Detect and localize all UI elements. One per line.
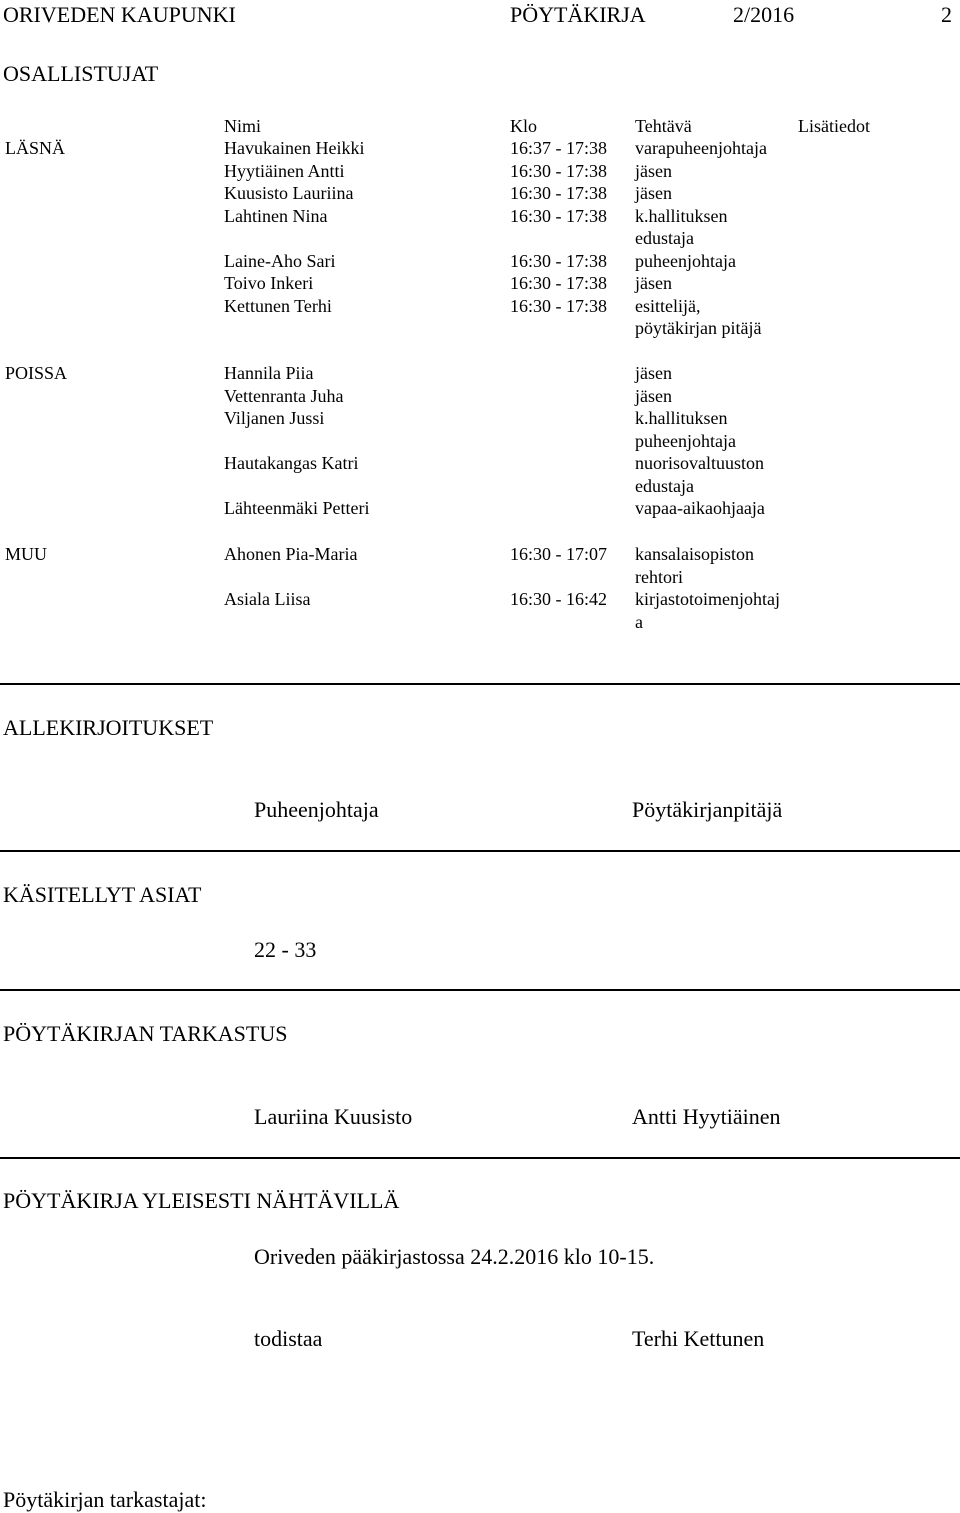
divider — [0, 683, 960, 685]
items-title: KÄSITELLYT ASIAT — [3, 882, 202, 907]
participant-role: jäsen — [635, 363, 672, 383]
document-type: PÖYTÄKIRJA — [510, 2, 646, 27]
participants-title: OSALLISTUJAT — [3, 61, 159, 86]
participant-role: k.hallituksen — [635, 408, 728, 428]
participant-role: puheenjohtaja — [635, 250, 736, 271]
attest-name: Terhi Kettunen — [632, 1326, 765, 1351]
participant-name: Hautakangas Katri — [224, 453, 359, 473]
participant-role: jäsen — [635, 385, 672, 406]
participant-role: varapuheenjohtaja — [635, 138, 767, 158]
review-title: PÖYTÄKIRJAN TARKASTUS — [3, 1021, 288, 1046]
participant-time: 16:30 - 17:07 — [510, 544, 607, 564]
attest-label: todistaa — [254, 1326, 323, 1351]
document-number: 2/2016 — [733, 2, 795, 27]
chairperson-label: Puheenjohtaja — [254, 797, 379, 822]
participant-name: Toivo Inkeri — [224, 273, 314, 293]
participant-role: esittelijä, — [635, 295, 701, 316]
group-label: LÄSNÄ — [5, 138, 66, 158]
page-number: 2 — [941, 2, 952, 27]
column-header-role: Tehtävä — [635, 116, 692, 136]
column-header-name: Nimi — [224, 116, 262, 136]
participant-role: puheenjohtaja — [635, 430, 736, 451]
participant-role: rehtori — [635, 566, 683, 587]
participant-role: edustaja — [635, 475, 694, 496]
divider — [0, 989, 960, 991]
divider — [0, 850, 960, 852]
participant-role: edustaja — [635, 228, 694, 248]
group-label: POISSA — [5, 363, 68, 383]
participant-role: jäsen — [635, 160, 672, 181]
participant-role: a — [635, 611, 643, 632]
participant-role: vapaa-aikaohjaaja — [635, 498, 765, 518]
participant-role: kirjastotoimenjohtaj — [635, 589, 780, 609]
participant-name: Vettenranta Juha — [224, 385, 344, 406]
participant-time: 16:30 - 17:38 — [510, 205, 607, 226]
group-label: MUU — [5, 544, 48, 564]
participant-name: Asiala Liisa — [224, 589, 311, 609]
participant-time: 16:30 - 17:38 — [510, 273, 607, 293]
participant-role: pöytäkirjan pitäjä — [635, 318, 762, 338]
participant-name: Hyytiäinen Antti — [224, 160, 345, 181]
participant-name: Ahonen Pia-Maria — [224, 544, 358, 564]
secretary-label: Pöytäkirjanpitäjä — [632, 797, 783, 822]
participant-time: 16:37 - 17:38 — [510, 138, 607, 158]
participant-name: Laine-Aho Sari — [224, 250, 336, 271]
participant-name: Kettunen Terhi — [224, 295, 332, 316]
reviewers-footer-label: Pöytäkirjan tarkastajat: — [3, 1487, 207, 1512]
participant-name: Kuusisto Lauriina — [224, 183, 354, 203]
participant-role: k.hallituksen — [635, 205, 728, 226]
participant-role: nuorisovaltuuston — [635, 453, 764, 473]
participant-name: Lähteenmäki Petteri — [224, 498, 370, 518]
participant-time: 16:30 - 17:38 — [510, 183, 607, 203]
public-display-title: PÖYTÄKIRJA YLEISESTI NÄHTÄVILLÄ — [3, 1188, 400, 1213]
column-header-info: Lisätiedot — [798, 116, 870, 136]
reviewer-1-name: Lauriina Kuusisto — [254, 1104, 413, 1129]
divider — [0, 1157, 960, 1159]
participant-time: 16:30 - 17:38 — [510, 250, 607, 271]
participant-role: jäsen — [635, 183, 672, 203]
participant-time: 16:30 - 17:38 — [510, 295, 607, 316]
organization-name: ORIVEDEN KAUPUNKI — [3, 2, 236, 27]
participant-name: Viljanen Jussi — [224, 408, 325, 428]
participant-name: Lahtinen Nina — [224, 205, 328, 226]
public-display-location: Oriveden pääkirjastossa 24.2.2016 klo 10-15. — [254, 1244, 655, 1269]
participant-name: Hannila Piia — [224, 363, 314, 383]
participant-role: kansalaisopiston — [635, 544, 754, 564]
participant-name: Havukainen Heikki — [224, 138, 365, 158]
participant-role: jäsen — [635, 273, 672, 293]
column-header-time: Klo — [510, 116, 537, 136]
reviewer-2-name: Antti Hyytiäinen — [632, 1104, 781, 1129]
signatures-title: ALLEKIRJOITUKSET — [3, 715, 214, 740]
participant-time: 16:30 - 16:42 — [510, 589, 607, 609]
items-range: 22 - 33 — [254, 937, 317, 962]
participant-time: 16:30 - 17:38 — [510, 160, 607, 181]
